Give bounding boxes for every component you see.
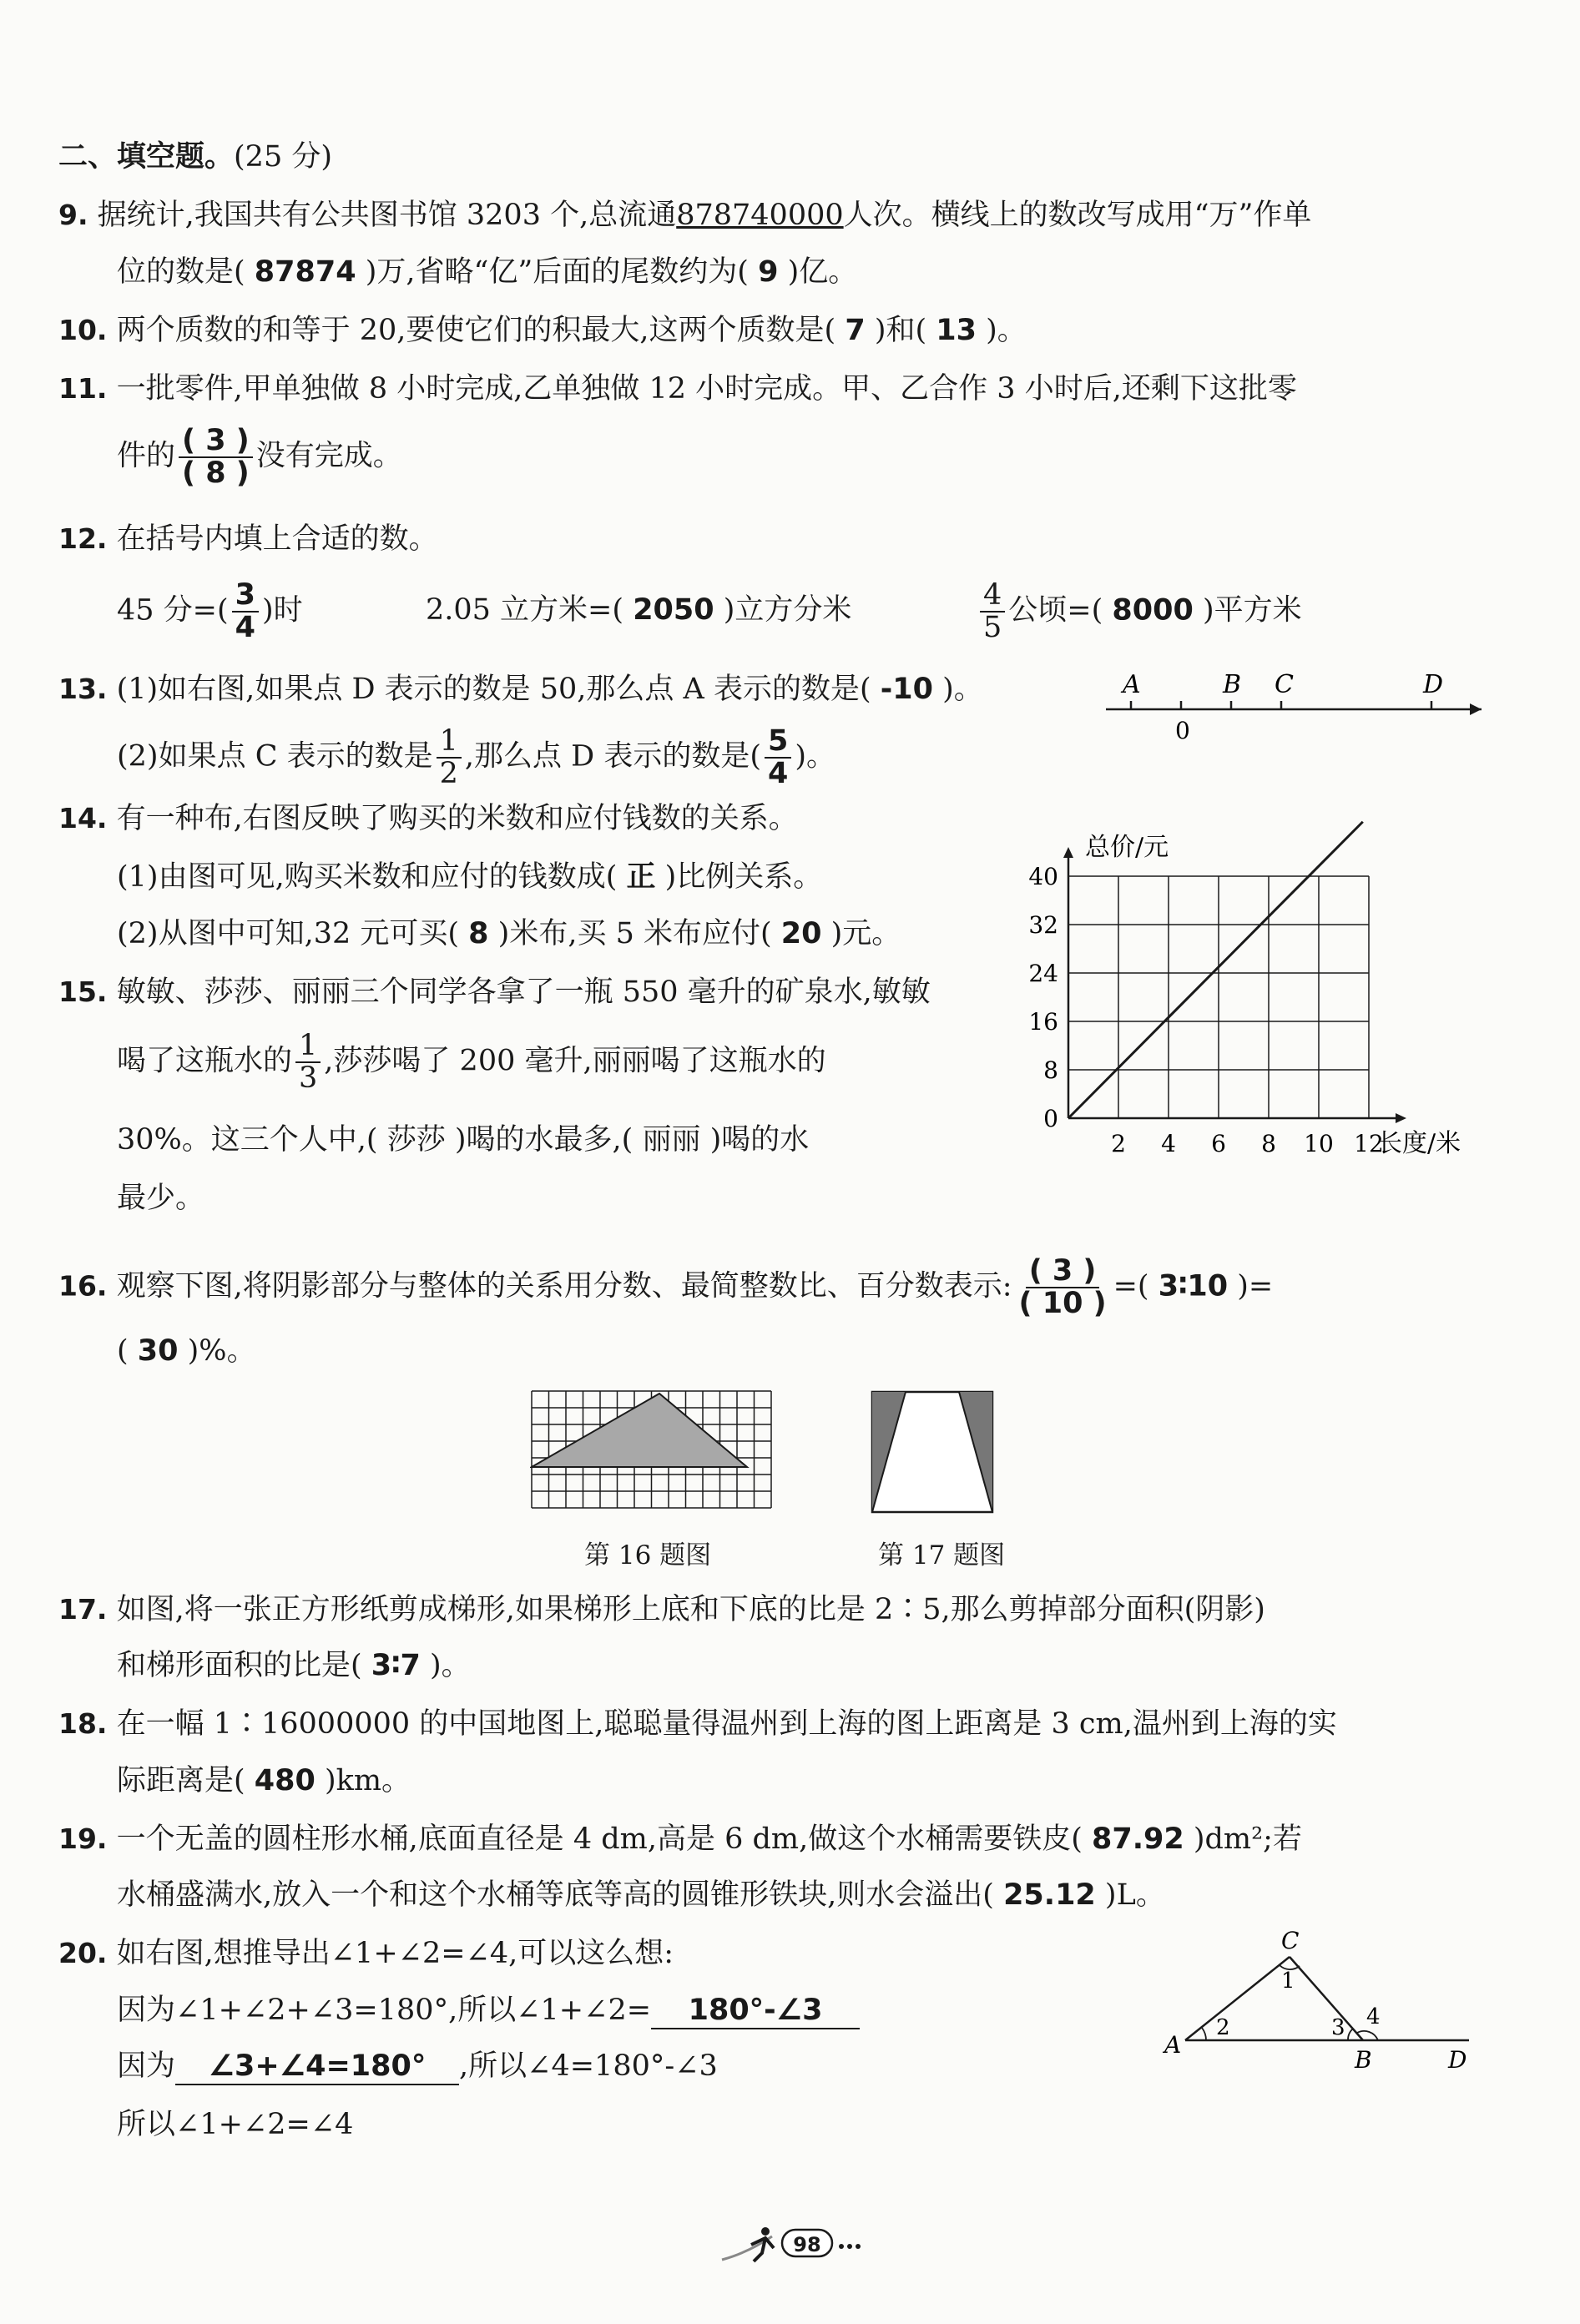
q14-text: 有一种布,右图反映了购买的米数和应付钱数的关系。 [116,802,798,835]
label-a: A [1123,670,1141,699]
q11-text: 一批零件,甲单独做 8 小时完成,乙单独做 12 小时完成。甲、乙合作 3 小时后,还剩下这批零 [116,372,1297,406]
section-title: 二、填空题。 [58,140,235,174]
q20-label-c: C [1281,1928,1300,1954]
q20-side-cb [1290,1957,1363,2040]
q15-text3b: )喝的水最多,( [454,1123,634,1157]
q11-line1 [58,371,1297,406]
runner-head-icon [761,2227,770,2236]
q12-p3-fraction [980,580,1005,643]
chart-y-tick-label: 0 [1043,1105,1058,1132]
chart-y-tick-label: 16 [1028,1008,1058,1036]
q20-line3 [117,2049,718,2085]
q20-label-a: A [1164,2031,1182,2059]
q20-angle4: 4 [1366,2004,1381,2029]
chart-y-tick-label: 24 [1028,960,1058,987]
q13-number: 13. [58,673,108,705]
q20-text: 如右图,想推导出∠1+∠2=∠4,可以这么想: [116,1937,674,1970]
chart-tick-labels [1028,863,1383,1157]
q16-text2: =( [1113,1269,1149,1303]
chart-y-tick-label: 32 [1028,911,1058,939]
q12-p3-num: 4 [980,580,1005,613]
q20-angle2-arc [1202,2028,1206,2040]
q13-line2 [117,726,835,789]
q12-p3-text: 公顷=( [1008,593,1103,628]
q16-percent: 30 [137,1334,179,1368]
q10-answer2: 13 [936,314,977,347]
q16-frac-den: ( 10 ) [1018,1286,1107,1320]
q14-text4: (2)从图中可知,32 元可买( [117,917,460,950]
q20-label-d: D [1448,2046,1467,2074]
q11-frac-num: ( 3 ) [179,426,253,458]
chart-grid [1068,876,1369,1118]
q14-text2: (1)由图可见,购买米数和应付的钱数成( [117,860,618,894]
q11-text2: 件的 [117,439,176,473]
chart-ylabel: 总价/元 [1085,833,1169,862]
q13-text5: )。 [795,739,835,774]
q13-c-fraction [437,726,462,789]
q15-answer1: 莎莎 [386,1123,446,1157]
q12-part2 [426,592,851,628]
q10-number: 10. [58,314,108,346]
q11-line2 [117,426,402,489]
q12-text: 在括号内填上合适的数。 [116,522,438,556]
q10-text3: )。 [986,314,1027,347]
q16-text: 观察下图,将阴影部分与整体的关系用分数、最简整数比、百分数表示: [116,1269,1012,1303]
q20-triangle-figure [1156,1928,1482,2074]
q17-answer: 3∶7 [371,1649,421,1682]
q20-angle3: 3 [1331,2015,1345,2040]
chart-x-tick-label: 12 [1354,1130,1384,1157]
q13-line1 [58,672,983,707]
q12-p1-unit: )时 [262,593,303,628]
q19-number: 19. [58,1822,108,1855]
q13-answer1: -10 [880,673,933,706]
q9-text5: )亿。 [787,255,858,289]
q17-text: 如图,将一张正方形纸剪成梯形,如果梯形上底和下底的比是 2∶5,那么剪掉部分面积(阴影) [116,1593,1265,1626]
chart-axes [1063,847,1406,1123]
q13-text: (1)如右图,如果点 D 表示的数是 50,那么点 A 表示的数是( [116,673,871,706]
chart-y-tick-label: 8 [1043,1056,1058,1084]
section-header [58,139,332,174]
q18-number: 18. [58,1707,108,1740]
q18-line1 [58,1706,1337,1742]
q9-text: 据统计,我国共有公共图书馆 3203 个,总流通 [97,199,677,232]
chart-x-tick-label: 8 [1261,1130,1276,1157]
q12-p1-text: 45 分=( [117,593,229,628]
q11-frac-den: ( 8 ) [182,456,250,490]
q20-text5: 所以∠1+∠2=∠4 [117,2108,354,2141]
q14-number: 14. [58,802,108,834]
q17-caption: 第 17 题图 [878,1540,1006,1570]
q13-text2: )。 [942,673,983,706]
q12-line1 [58,522,438,557]
q20-answer1: 180°-∠3 [651,1993,860,2029]
q9-text3: 位的数是( [117,255,245,289]
q19-text4: )L。 [1104,1878,1165,1912]
q16-text3: )= [1237,1269,1274,1303]
q9-line1 [58,198,1311,233]
q13-d-den: 4 [767,756,789,790]
q10-text2: )和( [874,314,927,347]
label-zero: 0 [1175,717,1190,744]
q20-label-b: B [1355,2046,1372,2074]
q19-answer2: 25.12 [1003,1878,1096,1912]
q15-text4: 最少。 [117,1182,205,1215]
q15-frac-num: 1 [295,1031,321,1063]
q18-text3: )km。 [325,1764,411,1797]
q17-text3: )。 [429,1649,471,1682]
q16-ratio: 3∶10 [1158,1269,1229,1303]
chart-x-arrow [1396,1113,1406,1123]
q16-frac-num: ( 3 ) [1026,1256,1100,1288]
q17-line1 [58,1592,1265,1627]
q16-number: 16. [58,1269,108,1303]
q20-answer2: ∠3+∠4=180° [175,2049,459,2085]
q20-line1 [58,1936,674,1971]
q14-line3 [117,916,901,951]
q20-angle3-arc [1348,2029,1353,2040]
q18-answer: 480 [254,1764,315,1797]
q12-p3-unit: )平方米 [1202,593,1302,628]
section-score: (25 分) [234,140,332,174]
q18-text2: 际距离是( [117,1764,245,1797]
q11-fraction [179,426,253,489]
q15-line1 [58,975,931,1010]
q9-text2: 人次。横线上的数改写成用“万”作单 [843,199,1312,232]
q15-number: 15. [58,975,108,1008]
q14-line1 [58,801,798,836]
chart-xlabel: 长度/米 [1377,1129,1461,1158]
q12-part1 [117,580,303,643]
q12-p2-answer: 2050 [633,593,714,627]
q16-fraction [1016,1256,1110,1319]
q14-price-chart [1010,814,1494,1164]
q10-line [58,313,1027,348]
q20-text3: 因为 [117,2049,176,2083]
dot-icon [839,2244,844,2249]
label-d: D [1423,670,1444,699]
q9-number: 9. [58,199,88,231]
label-c: C [1275,670,1294,699]
q9-text4: )万,省略“亿”后面的尾数约为( [365,255,749,289]
chart-x-tick-label: 6 [1211,1130,1226,1157]
chart-x-tick-label: 10 [1304,1130,1334,1157]
q9-answer1: 87874 [254,255,356,289]
q12-p2-text: 2.05 立方米=( [426,593,624,627]
q14-text5: )米布,买 5 米布应付( [497,917,772,950]
q13-text3: (2)如果点 C 表示的数是 [117,739,433,774]
chart-y-arrow [1063,847,1073,858]
q12-p2-unit: )立方分米 [723,593,852,627]
q20-line2 [117,1993,860,2029]
dot-icon [847,2244,852,2249]
q15-text3a: 30%。这三个人中,( [117,1123,378,1157]
q15-fraction [295,1031,321,1094]
q15-line4 [117,1181,204,1216]
q15-line2 [117,1031,826,1094]
q20-text4: ,所以∠4=180°-∠3 [459,2049,718,2083]
q17-figure [870,1389,995,1515]
q17-line2 [117,1648,471,1683]
q14-answer1: 正 [626,860,656,894]
q15-text2b: ,莎莎喝了 200 毫升,丽丽喝了这瓶水的 [324,1044,826,1078]
q18-line2 [117,1763,411,1798]
dot-icon [856,2244,861,2249]
chart-x-tick-label: 4 [1161,1130,1176,1157]
q10-text: 两个质数的和等于 20,要使它们的积最大,这两个质数是( [116,314,836,347]
q15-line3 [117,1122,809,1157]
q12-number: 12. [58,522,108,555]
q12-p1-den: 4 [235,610,256,644]
q15-text2a: 喝了这瓶水的 [117,1044,293,1078]
q16-line1 [58,1256,1273,1319]
page-number: 98 [793,2233,821,2256]
label-b: B [1223,670,1242,699]
q13-c-den: 2 [439,756,458,790]
q12-p3-answer: 8000 [1112,593,1194,628]
q13-number-line [1093,663,1494,747]
q19-text3: 水桶盛满水,放入一个和这个水桶等底等高的圆锥形铁块,则水会溢出( [117,1878,994,1912]
q19-answer1: 87.92 [1092,1822,1184,1856]
q15-frac-den: 3 [299,1061,318,1095]
q20-angle2: 2 [1216,2015,1230,2040]
q16-caption: 第 16 题图 [584,1540,712,1570]
q16-figure [530,1389,772,1510]
chart-y-tick-label: 40 [1028,863,1058,890]
q13-d-num: 5 [765,726,791,759]
q16-line2 [117,1333,256,1369]
q20-text2: 因为∠1+∠2+∠3=180°,所以∠1+∠2= [117,1994,652,2027]
q14-answer2: 8 [468,917,489,950]
q19-line1 [58,1822,1302,1857]
q19-text2: )dm²;若 [1193,1822,1302,1856]
q16-shaded-triangle [532,1394,747,1467]
number-line-arrow [1470,703,1482,715]
q19-text: 一个无盖的圆柱形水桶,底面直径是 4 dm,高是 6 dm,做这个水桶需要铁皮( [116,1822,1083,1856]
q15-text3c: )喝的水 [709,1123,810,1157]
q11-number: 11. [58,372,108,405]
q16-text4: ( [117,1334,129,1368]
q20-angle1: 1 [1281,1969,1295,1994]
q9-answer2: 9 [758,255,779,289]
q9-underlined-number: 878740000 [676,199,844,232]
q15-text: 敏敏、莎莎、丽丽三个同学各拿了一瓶 550 毫升的矿泉水,敏敏 [116,975,931,1009]
q20-line4 [117,2107,353,2142]
q9-line2 [117,255,857,290]
q10-answer1: 7 [845,314,866,347]
q18-text: 在一幅 1∶16000000 的中国地图上,聪聪量得温州到上海的图上距离是 3 cm,温州到上海的实 [116,1707,1337,1741]
q20-number: 20. [58,1937,108,1969]
q12-p1-fraction [232,580,259,643]
q17-number: 17. [58,1593,108,1626]
q13-text4: ,那么点 D 表示的数是( [464,739,761,774]
q12-part3 [977,580,1302,643]
q13-d-fraction [765,726,791,789]
q12-p1-num: 3 [232,580,259,613]
q20-side-ac [1185,1957,1290,2040]
q12-p3-den: 5 [983,610,1002,644]
q11-text3: 没有完成。 [255,439,402,473]
chart-x-tick-label: 2 [1111,1130,1126,1157]
q15-answer2: 丽丽 [642,1123,701,1157]
q19-line2 [117,1878,1165,1913]
q16-text5: )%。 [187,1334,256,1368]
q17-text2: 和梯形面积的比是( [117,1649,362,1682]
q13-c-num: 1 [437,726,462,759]
q14-text6: )元。 [830,917,901,950]
q14-answer3: 20 [780,917,822,950]
q14-line2 [117,860,822,895]
q14-text3: )比例关系。 [664,860,823,894]
